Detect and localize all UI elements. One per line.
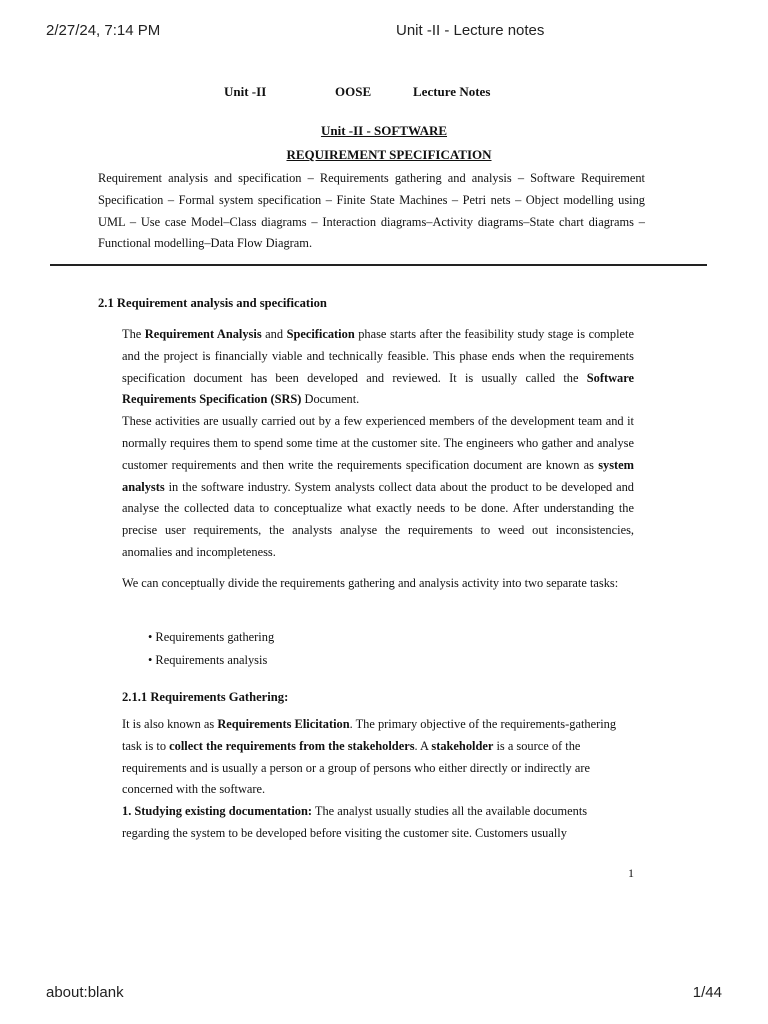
doc-title-line2: REQUIREMENT SPECIFICATION [286, 147, 492, 162]
section-2-1-1-body: It is also known as Requirements Elicitation. The primary objective of the requirements-gathering task is to collect the requirements from the stakeholders. A stakeholder is a source of the requirements and is usually a person or a group of persons who either directly or indirectly are concerned with the software. 1. Studying existing documentation: The analyst usually studies all the available documents regarding the system to be developed before visiting the customer site. Customers usually [122, 717, 617, 840]
doc-subject: OOSE [335, 84, 372, 99]
section-divider [50, 264, 707, 266]
section-2-1-body: The Requirement Analysis and Specification phase starts after the feasibility study stage is complete and the project is financially viable and technically feasible. This phase ends when the requirements specification document has been developed and reviewed. It is usually called the Software Requirements Specification (SRS) Document. These activities are usually carried out by a few experienced members of the development team and it normally requires them to spend some time at the customer site. The engineers who gather and analyse customer requirements and then write the requirements specification document are known as system analysts in the software industry. System analysts collect data about the product to be developed and analyse the collected data to conceptualize what exactly needs to be done. After understanding the precise user requirements, the analysts analyse the requirements to weed out inconsistencies, anomalies and incompleteness. [122, 327, 634, 559]
section-heading-2-1: 2.1 Requirement analysis and specification [98, 296, 327, 310]
section-heading-2-1-1: 2.1.1 Requirements Gathering: [122, 690, 289, 704]
task-list [148, 626, 274, 672]
page-number: 1 [628, 866, 634, 880]
print-datetime: 2/27/24, 7:14 PM [46, 22, 161, 39]
doc-unit: Unit -II [224, 84, 267, 99]
print-url: about:blank [46, 984, 124, 1001]
section-2-1-tasks-intro: We can conceptually divide the requirements gathering and analysis activity into two separate tasks: [122, 576, 619, 590]
print-page-count: 1/44 [692, 984, 722, 1001]
doc-title-line1: Unit -II - SOFTWARE [320, 123, 448, 138]
print-page-title: Unit -II - Lecture notes [396, 22, 545, 39]
list-item: • Requirements gathering [148, 630, 275, 644]
doc-type: Lecture Notes [413, 84, 491, 99]
list-item: • Requirements analysis [148, 653, 268, 667]
syllabus-abstract: Requirement analysis and specification – Requirements gathering and analysis – Software Requirement Specification – Formal system specification – Finite State Machines – Petri nets – Object modelling using UML – Use case Model–Class diagrams – Interaction diagrams–Activity diagrams–State chart diagrams –Functional modelling–Data Flow Diagram. [98, 171, 645, 251]
